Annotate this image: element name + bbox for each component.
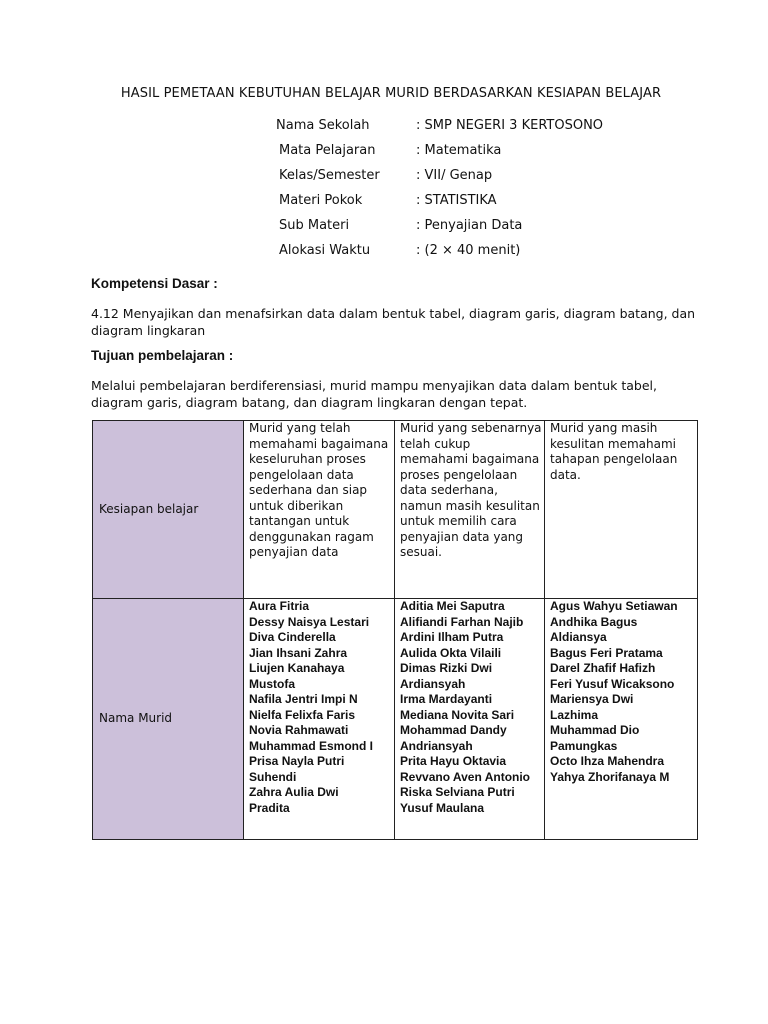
kompetensi-text: 4.12 Menyajikan dan menafsirkan data dalam bentuk tabel, diagram garis, diagram batang, dan diagram lingkaran xyxy=(91,306,696,338)
student-list-group-3 xyxy=(545,599,698,840)
row-label-names: Nama Murid xyxy=(93,599,244,840)
readiness-cell-group-1: Murid yang telah memahami bagaimana keseluruhan proses pengelolaan data sederhana dan siap untuk diberikan tantangan untuk denggunakan ragam penyajian data xyxy=(244,421,395,599)
identity-label: Mata Pelajaran xyxy=(279,143,376,158)
student-name: Nafila Jentri Impi N xyxy=(249,692,358,706)
identity-label: Sub Materi xyxy=(279,218,350,233)
student-list-group-2 xyxy=(395,599,545,840)
student-name: Novia Rahmawati xyxy=(249,723,349,737)
student-name: Mediana Novita Sari xyxy=(400,707,515,722)
student-name: Prita Hayu Oktavia xyxy=(400,754,507,768)
student-name: Liujen Kanahaya xyxy=(249,661,345,675)
identity-value: : STATISTIKA xyxy=(416,193,497,208)
student-name: Agus Wahyu Setiawan xyxy=(550,599,678,613)
page-title: HASIL PEMETAAN KEBUTUHAN BELAJAR MURID BERDASARKAN KESIAPAN BELAJAR xyxy=(120,86,662,101)
table-row-readiness xyxy=(93,421,698,599)
readiness-cell-group-3: Murid yang masih kesulitan memahami tahapan pengelolaan data. xyxy=(545,421,698,599)
student-name: Nielfa Felixfa Faris xyxy=(249,707,356,722)
identity-label: Nama Sekolah xyxy=(276,118,370,133)
student-name: Jian Ihsani Zahra xyxy=(249,645,348,660)
student-name: Mohammad Dandy xyxy=(400,723,507,737)
student-name: Muhammad Dio xyxy=(550,723,640,737)
identity-value: : Penyajian Data xyxy=(416,218,523,233)
student-name: Prisa Nayla Putri xyxy=(249,754,345,768)
student-name: Ardiansyah xyxy=(400,676,466,691)
student-name: Yusuf Maulana xyxy=(400,800,485,815)
readiness-table xyxy=(92,420,698,840)
student-name: Andriansyah xyxy=(400,738,473,753)
student-name: Bagus Feri Pratama xyxy=(550,645,663,660)
identity-value: : Matematika xyxy=(416,143,502,158)
student-name: Aulida Okta Vilaili xyxy=(400,645,502,660)
identity-value: : SMP NEGERI 3 KERTOSONO xyxy=(416,118,604,133)
student-name: Muhammad Esmond I xyxy=(249,738,374,753)
student-name: Dessy Naisya Lestari xyxy=(249,614,370,629)
student-name: Yahya Zhorifanaya M xyxy=(550,769,670,784)
student-name: Feri Yusuf Wicaksono xyxy=(550,676,675,691)
readiness-cell-group-2: Murid yang sebenarnya telah cukup memahami bagaimana proses pengelolaan data sederhana, namun masih kesulitan untuk memilih cara penyajian data yang sesuai. xyxy=(395,421,545,599)
student-name: Riska Selviana Putri xyxy=(400,785,515,799)
student-name: Suhendi xyxy=(249,769,297,784)
student-name: Ardini Ilham Putra xyxy=(400,630,504,644)
student-list-group-1 xyxy=(244,599,395,840)
student-name: Lazhima xyxy=(550,707,599,722)
identity-value: : (2 × 40 menit) xyxy=(416,243,521,258)
student-name: Irma Mardayanti xyxy=(400,692,493,706)
tujuan-text: Melalui pembelajaran berdiferensiasi, murid mampu menyajikan data dalam bentuk tabel, diagram garis, diagram batang, dan diagram lingkaran dengan tepat. xyxy=(91,378,657,410)
identity-label: Materi Pokok xyxy=(279,193,363,208)
student-name: Aldiansya xyxy=(550,630,607,644)
kompetensi-heading: Kompetensi Dasar : xyxy=(91,276,218,291)
identity-label: Kelas/Semester xyxy=(279,168,380,183)
student-name: Alifiandi Farhan Najib xyxy=(400,614,524,629)
student-name: Aditia Mei Saputra xyxy=(400,599,505,613)
student-name: Aura Fitria xyxy=(249,599,310,613)
student-name: Zahra Aulia Dwi xyxy=(249,785,339,799)
student-name: Mustofa xyxy=(249,676,295,691)
identity-label: Alokasi Waktu xyxy=(279,243,371,258)
student-name: Darel Zhafif Hafizh xyxy=(550,661,656,675)
table-row-names xyxy=(93,599,698,840)
student-name: Pradita xyxy=(249,800,290,815)
student-name: Andhika Bagus xyxy=(550,614,638,629)
student-name: Octo Ihza Mahendra xyxy=(550,754,665,768)
tujuan-heading: Tujuan pembelajaran : xyxy=(91,348,234,363)
student-name: Pamungkas xyxy=(550,738,618,753)
student-name: Revvano Aven Antonio xyxy=(400,769,531,784)
student-name: Dimas Rizki Dwi xyxy=(400,661,493,675)
identity-value: : VII/ Genap xyxy=(416,168,493,183)
student-name: Diva Cinderella xyxy=(249,630,336,644)
row-label-readiness: Kesiapan belajar xyxy=(93,421,244,599)
student-name: Mariensya Dwi xyxy=(550,692,634,706)
